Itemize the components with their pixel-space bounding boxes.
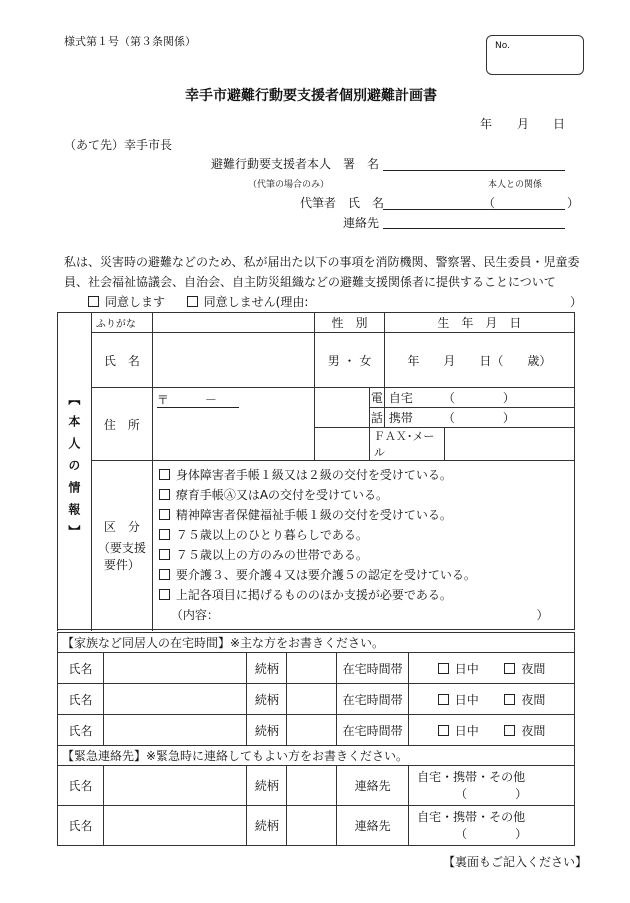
consent-row <box>88 293 308 310</box>
birth-value[interactable]: 年 月 日（ 歳） <box>384 333 574 388</box>
address-field[interactable] <box>152 388 314 461</box>
applicant-sign-label: 避難行動要支援者本人 署 名 <box>211 157 380 171</box>
nighttime-checkbox[interactable] <box>504 725 515 736</box>
home-phone[interactable]: 自宅 （ ） <box>384 388 574 408</box>
emergency-relation-label: 続柄 <box>247 766 287 806</box>
category-checkbox-7[interactable] <box>159 589 170 600</box>
category-item-2[interactable]: 療育手帳Ⓐ又はAの交付を受けている。 <box>159 485 568 505</box>
consent-close-paren: ） <box>570 295 583 309</box>
postal-code: 〒 － <box>157 393 239 408</box>
page-title: 幸手市避難行動要支援者個別避難計画書 <box>185 88 437 104</box>
family-name-label: 氏名 <box>58 715 104 746</box>
contact-line[interactable] <box>383 228 565 229</box>
nighttime-checkbox[interactable] <box>504 663 515 674</box>
category-checkbox-2[interactable] <box>159 489 170 500</box>
phone-label-bottom: 話 <box>369 408 384 428</box>
consent-disagree-checkbox[interactable] <box>187 296 198 307</box>
family-name-field[interactable] <box>103 653 247 684</box>
family-relation-label: 続柄 <box>247 684 287 715</box>
family-relation-label: 続柄 <box>247 653 287 684</box>
category-sub: （要支援要件） <box>97 540 146 572</box>
category-item-3[interactable]: 精神障害者保健福祉手帳１級の交付を受けている。 <box>159 505 568 525</box>
contact-label: 連絡先 <box>343 216 380 230</box>
consent-disagree-label: 同意しません(理由: <box>203 295 309 309</box>
family-header: 【家族など同居人の在宅時間】※主な方をお書きください。 <box>58 633 575 653</box>
address-label: 住 所 <box>91 388 152 461</box>
person-section-label: 【本人の情報】 <box>58 313 92 630</box>
consent-text-1: 私は、災害時の避難などのため、私が届出た以下の事項を消防機関、警察署、民生委員・児童委 <box>64 255 580 269</box>
date-year: 年 <box>480 117 493 131</box>
category-item-5[interactable]: ７５歳以上の方のみの世帯である。 <box>159 545 568 565</box>
applicant-sign-line[interactable] <box>383 170 565 171</box>
content-label: （内容： <box>170 608 219 622</box>
family-table <box>57 632 575 846</box>
consent-text-2: 員、社会福祉協議会、自治会、自主防災組織などの避難支援関係者に提供することについて <box>64 275 556 289</box>
content-close: ） <box>536 608 549 622</box>
relation-label: 本人との関係 <box>488 180 543 190</box>
family-time-label: 在宅時間帯 <box>337 715 409 746</box>
family-time-label: 在宅時間帯 <box>337 653 409 684</box>
family-name-field[interactable] <box>103 715 247 746</box>
category-item-1[interactable]: 身体障害者手帳１級又は２級の交付を受けている。 <box>159 465 568 485</box>
emergency-contact-field[interactable]: 自宅・携帯・その他 （ ） <box>409 766 575 806</box>
name-field[interactable] <box>152 333 314 388</box>
person-info-table <box>57 312 575 630</box>
family-time-options: 日中 夜間 <box>409 653 575 684</box>
category-label: 区 分 <box>103 519 140 534</box>
category-content-row[interactable] <box>159 605 568 625</box>
nighttime-checkbox[interactable] <box>504 694 515 705</box>
category-item-6[interactable]: 要介護３、要介護４又は要介護５の認定を受けている。 <box>159 565 568 585</box>
family-time-options: 日中 夜間 <box>409 684 575 715</box>
emergency-name-label: 氏名 <box>58 806 104 846</box>
proxy-name-line[interactable] <box>383 209 483 210</box>
family-relation-field[interactable] <box>287 653 337 684</box>
category-checkbox-5[interactable] <box>159 549 170 560</box>
fax-mail-field[interactable] <box>444 428 574 461</box>
emergency-name-label: 氏名 <box>58 766 104 806</box>
gender-label: 性 別 <box>315 313 385 333</box>
back-note: 【裏面もご記入ください】 <box>443 855 588 869</box>
name-label: 氏 名 <box>91 333 152 388</box>
emergency-relation-field[interactable] <box>287 766 337 806</box>
emergency-relation-label: 続柄 <box>247 806 287 846</box>
daytime-checkbox[interactable] <box>438 694 449 705</box>
date-month: 月 <box>517 117 530 131</box>
proxy-name-label: 代筆者 氏 名 <box>300 196 385 210</box>
consent-agree-label: 同意します <box>105 295 166 309</box>
fax-gap <box>315 428 370 461</box>
family-name-field[interactable] <box>103 684 247 715</box>
proxy-note: （代筆の場合のみ） <box>248 180 330 190</box>
fax-mail-label: ＦＡＸ･メール <box>369 428 444 461</box>
date-day: 日 <box>553 117 566 131</box>
family-time-label: 在宅時間帯 <box>337 684 409 715</box>
category-checkbox-6[interactable] <box>159 569 170 580</box>
category-checkbox-3[interactable] <box>159 509 170 520</box>
birth-label: 生 年 月 日 <box>384 313 574 333</box>
emergency-contact-label: 連絡先 <box>337 766 409 806</box>
emergency-name-field[interactable] <box>103 806 247 846</box>
family-name-label: 氏名 <box>58 684 104 715</box>
proxy-relation-paren: （ ） <box>483 196 580 210</box>
mobile-phone[interactable]: 携帯 （ ） <box>384 408 574 428</box>
daytime-checkbox[interactable] <box>438 663 449 674</box>
number-box[interactable] <box>486 35 584 75</box>
family-relation-label: 続柄 <box>247 715 287 746</box>
furigana-label: ふりがな <box>91 313 152 333</box>
address-gap <box>315 388 370 428</box>
addressee: （あて先）幸手市長 <box>64 138 173 152</box>
daytime-checkbox[interactable] <box>438 725 449 736</box>
category-list <box>152 461 574 630</box>
emergency-relation-field[interactable] <box>287 806 337 846</box>
consent-agree-checkbox[interactable] <box>88 296 99 307</box>
category-item-4[interactable]: ７５歳以上のひとり暮らしである。 <box>159 525 568 545</box>
emergency-contact-label: 連絡先 <box>337 806 409 846</box>
furigana-field[interactable] <box>152 313 314 333</box>
category-checkbox-4[interactable] <box>159 529 170 540</box>
emergency-contact-field[interactable]: 自宅・携帯・その他 （ ） <box>409 806 575 846</box>
family-relation-field[interactable] <box>287 715 337 746</box>
proxy-relation-line[interactable] <box>483 209 565 210</box>
family-name-label: 氏名 <box>58 653 104 684</box>
gender-value[interactable]: 男 ・ 女 <box>315 333 385 388</box>
emergency-name-field[interactable] <box>103 766 247 806</box>
form-number: 様式第１号（第３条関係） <box>64 35 196 48</box>
category-label-cell <box>91 461 152 630</box>
phone-label-top: 電 <box>369 388 384 408</box>
category-checkbox-1[interactable] <box>159 469 170 480</box>
number-label: No. <box>495 41 510 51</box>
category-item-7[interactable]: 上記各項目に掲げるもののほか支援が必要である。 <box>159 585 568 605</box>
family-relation-field[interactable] <box>287 684 337 715</box>
family-time-options: 日中 夜間 <box>409 715 575 746</box>
emergency-header: 【緊急連絡先】※緊急時に連絡してもよい方をお書きください。 <box>58 746 575 766</box>
